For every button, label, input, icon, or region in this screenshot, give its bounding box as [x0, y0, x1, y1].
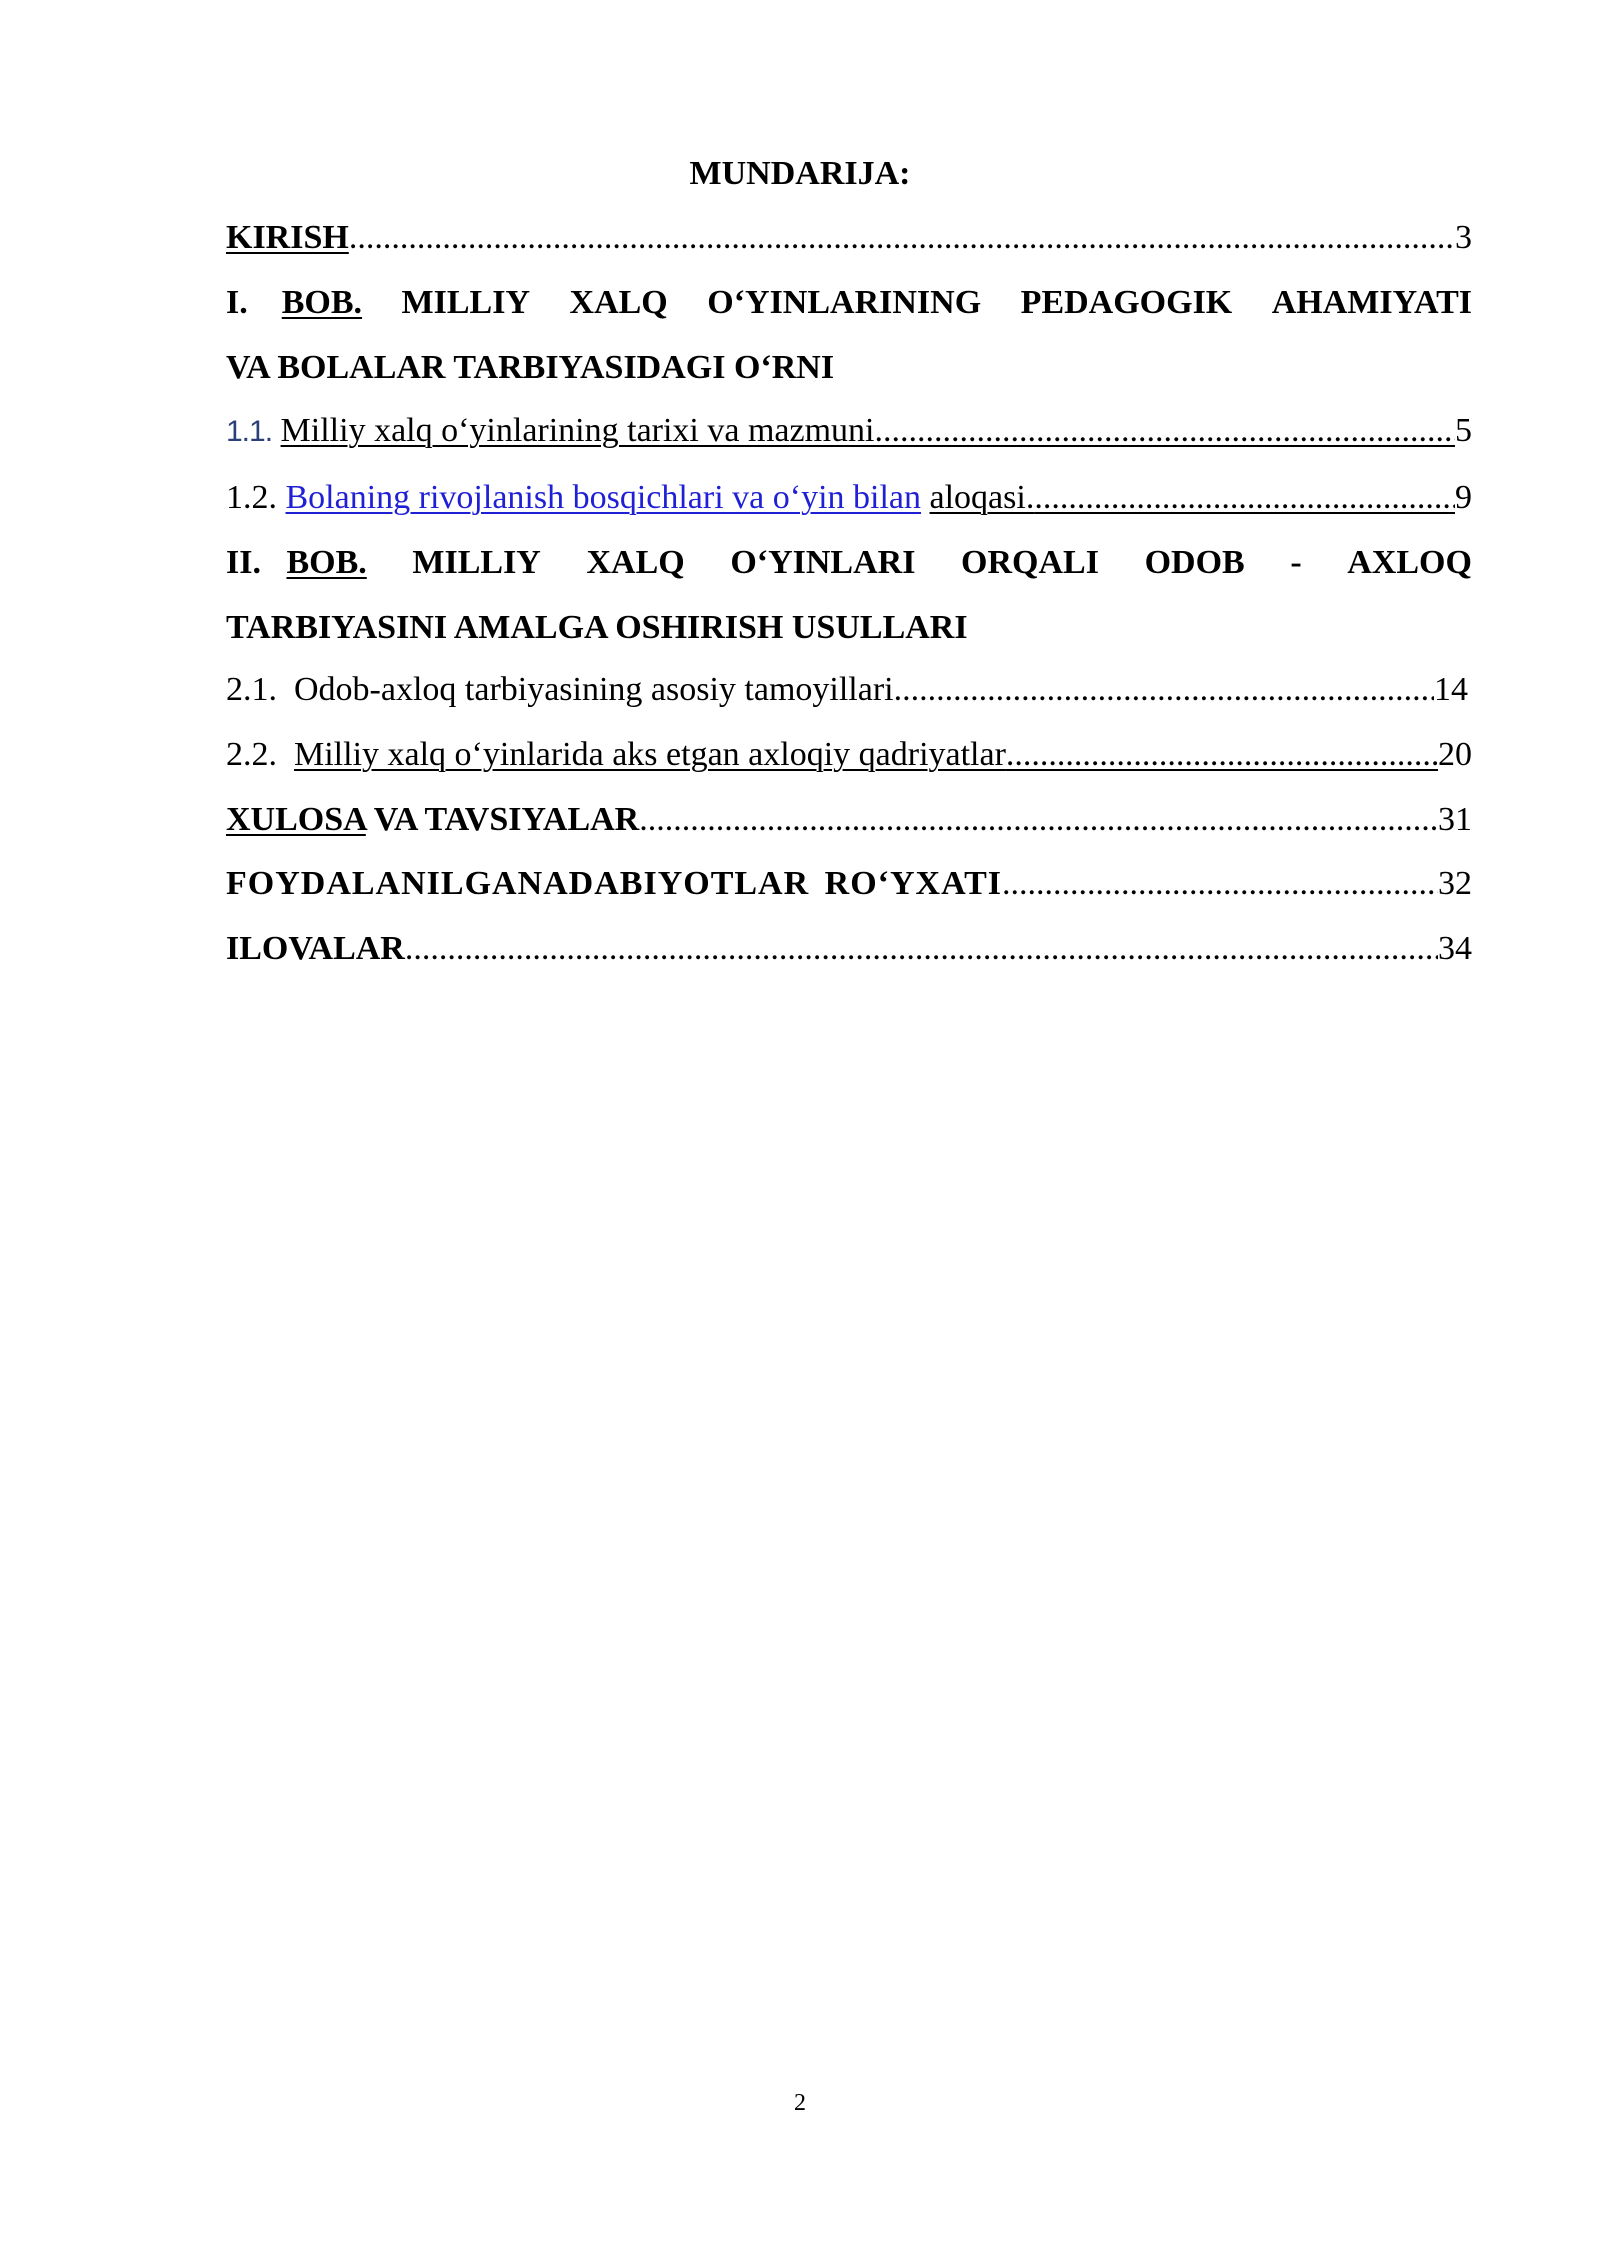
chapter-word: O‘YINLARINING	[707, 284, 982, 321]
chapter-title-line-1	[226, 270, 1472, 335]
toc-entry-label: FOYDALANILGANADABIYOTLAR RO‘YXATI	[226, 865, 1003, 902]
chapter-bob-label: BOB.	[286, 544, 367, 581]
toc-entry-label: ILOVALAR	[226, 930, 405, 967]
dot-leader	[405, 925, 1438, 973]
chapter-heading-start	[226, 530, 367, 595]
toc-entry-text	[226, 666, 894, 714]
chapter-word: MILLIY	[412, 544, 541, 581]
dot-leader	[894, 666, 1434, 714]
chapter-word: AHAMIYATI	[1271, 284, 1472, 321]
section-number: 1.1.	[226, 415, 273, 448]
toc-page-number: 20	[1438, 736, 1472, 773]
toc-entry-label: Odob-axloq tarbiyasining asosiy tamoyillari	[294, 671, 894, 708]
section-number: 2.1.	[226, 671, 277, 708]
toc-chapter-1[interactable]	[226, 270, 1472, 400]
toc-entry-label: aloqasi.	[929, 479, 1035, 516]
toc-page-number: 9	[1455, 479, 1472, 516]
chapter-title-line-2: VA BOLALAR TARBIYASIDAGI O‘RNI	[226, 349, 835, 386]
dot-leader	[639, 796, 1438, 844]
section-number: 2.2.	[226, 736, 277, 773]
toc-page-number: 34	[1438, 930, 1472, 967]
toc-entry-text	[226, 796, 639, 844]
dot-leader	[1034, 474, 1455, 522]
toc-entry-foydalanilgan[interactable]	[226, 860, 1472, 908]
chapter-title-line-1	[226, 530, 1472, 595]
chapter-word: -	[1290, 544, 1302, 581]
toc-page-number: 32	[1438, 865, 1472, 902]
chapter-word: AXLOQ	[1347, 544, 1472, 581]
toc-entry-1-1[interactable]	[226, 407, 1472, 456]
toc-entry-text	[226, 474, 1034, 522]
section-number: 1.2.	[226, 479, 277, 516]
toc-entry-ilovalar[interactable]	[226, 925, 1472, 973]
chapter-bob-label: BOB.	[281, 284, 363, 321]
toc-entry-link[interactable]: Bolaning rivojlanish bosqichlari va o‘yin bilan	[285, 479, 922, 516]
toc-entry-label: Milliy xalq o‘yinlarida aks etgan axloqiy qadriyatlar	[294, 736, 1006, 773]
toc-entry-label: KIRISH	[226, 219, 349, 256]
toc-entry-text	[226, 731, 1006, 779]
dot-leader	[1006, 731, 1438, 779]
toc-chapter-2[interactable]	[226, 530, 1472, 660]
page-title: MUNDARIJA:	[689, 155, 911, 192]
chapter-title-line-2: TARBIYASINI AMALGA OSHIRISH USULLARI	[226, 609, 968, 646]
toc-entry-kirish[interactable]	[226, 214, 1472, 262]
chapter-number: II.	[226, 544, 261, 581]
dot-leader	[874, 407, 1455, 455]
toc-page-number: 3	[1455, 219, 1472, 256]
toc-entry-text	[226, 407, 874, 456]
chapter-number: I.	[226, 284, 248, 321]
chapter-word: XALQ	[569, 284, 668, 321]
toc-entry-1-2[interactable]	[226, 474, 1472, 522]
chapter-word: XALQ	[586, 544, 685, 581]
toc-entry-label-rest: VA TAVSIYALAR	[365, 801, 640, 838]
toc-page-number: 14	[1434, 671, 1468, 708]
chapter-word: ORQALI	[961, 544, 1099, 581]
chapter-word: ODOB	[1144, 544, 1245, 581]
dot-leader	[1002, 860, 1438, 908]
toc-entry-xulosa[interactable]	[226, 796, 1472, 844]
chapter-heading-start	[226, 270, 362, 335]
toc-page-number: 31	[1438, 801, 1472, 838]
toc-entry-label: XULOSA	[226, 801, 366, 838]
toc-page-number: 5	[1455, 412, 1472, 449]
page-number-footer: 2	[794, 2090, 806, 2116]
toc-entry-2-1[interactable]	[226, 666, 1468, 714]
chapter-word: MILLIY	[401, 284, 531, 321]
toc-entry-2-2[interactable]	[226, 731, 1472, 779]
dot-leader	[349, 214, 1455, 262]
toc-entry-label: Milliy xalq o‘yinlarining tarixi va mazmuni	[280, 412, 875, 449]
chapter-word: O‘YINLARI	[730, 544, 916, 581]
chapter-word: PEDAGOGIK	[1020, 284, 1233, 321]
